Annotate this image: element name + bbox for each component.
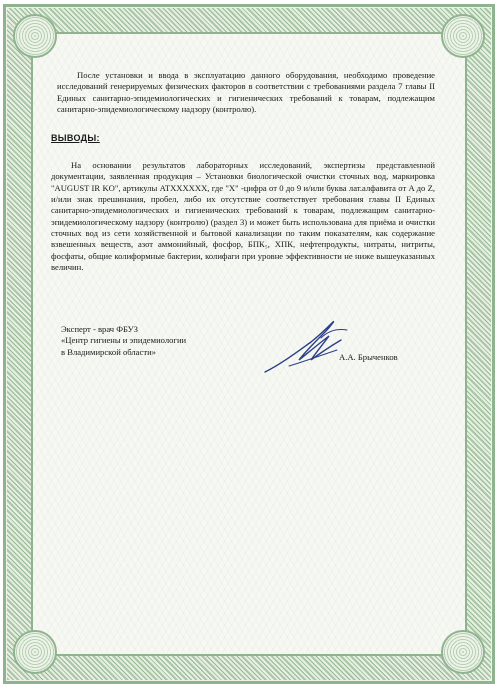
document-page	[3, 4, 495, 684]
expert-affiliation	[61, 324, 186, 358]
corner-ornament-bottom-left	[13, 630, 57, 674]
corner-ornament-bottom-right	[441, 630, 485, 674]
corner-ornament-top-right	[441, 14, 485, 58]
expert-name: А.А. Брыченков	[339, 352, 398, 362]
conclusions-heading: ВЫВОДЫ:	[51, 133, 100, 144]
expert-region: в Владимирской области»	[61, 346, 156, 357]
handwritten-signature	[259, 316, 359, 378]
signature-block	[61, 324, 451, 384]
expert-title: Эксперт - врач ФБУЗ	[61, 324, 138, 334]
document-body	[51, 70, 435, 273]
corner-ornament-top-left	[13, 14, 57, 58]
installation-paragraph: После установки и ввода в эксплуатацию данного оборудования, необходимо проведение исследований генерируемых физических факторов в соответствии с требованиями раздела 7 главы II Единых санитарно-эпидемиологических и гигиенических требований к товарам, подлежащим санитарно-эпидемиологическому надзору (контролю).	[57, 70, 435, 114]
conclusions-paragraph: На основании результатов лабораторных исследований, экспертизы представленной документации, заявленная продукция – Установки биологической очистки сточных вод, маркировка "AUGUST IR KO", артикулы ATXXXXXX, где "X" -цифра от 0 до 9 и/или буква лат.алфавита от A до Z, и/или знак прешинания, пробел, либо их отсутствие соответствует требования главы II Единых санитарно-эпидемиологических и гигиенических требований к товарам, подлежащим санитарно-эпидемиологическому надзору (контролю) (раздел 3) и может быть использована для приёма и очистки сточных вод из сети хозяйственной и бытовой канализации по таким показателям, как содержание взвешенных веществ, азот аммонийный, фосфор, БПК₅, ХПК, нефтепродукты, нитраты, нитриты, фосфаты, общие колиформные бактерии, колифаги при уровне эффективности не ниже вышеуказанных величин.	[51, 160, 435, 272]
expert-organization: «Центр гигиены и эпидемиологии	[61, 335, 187, 346]
